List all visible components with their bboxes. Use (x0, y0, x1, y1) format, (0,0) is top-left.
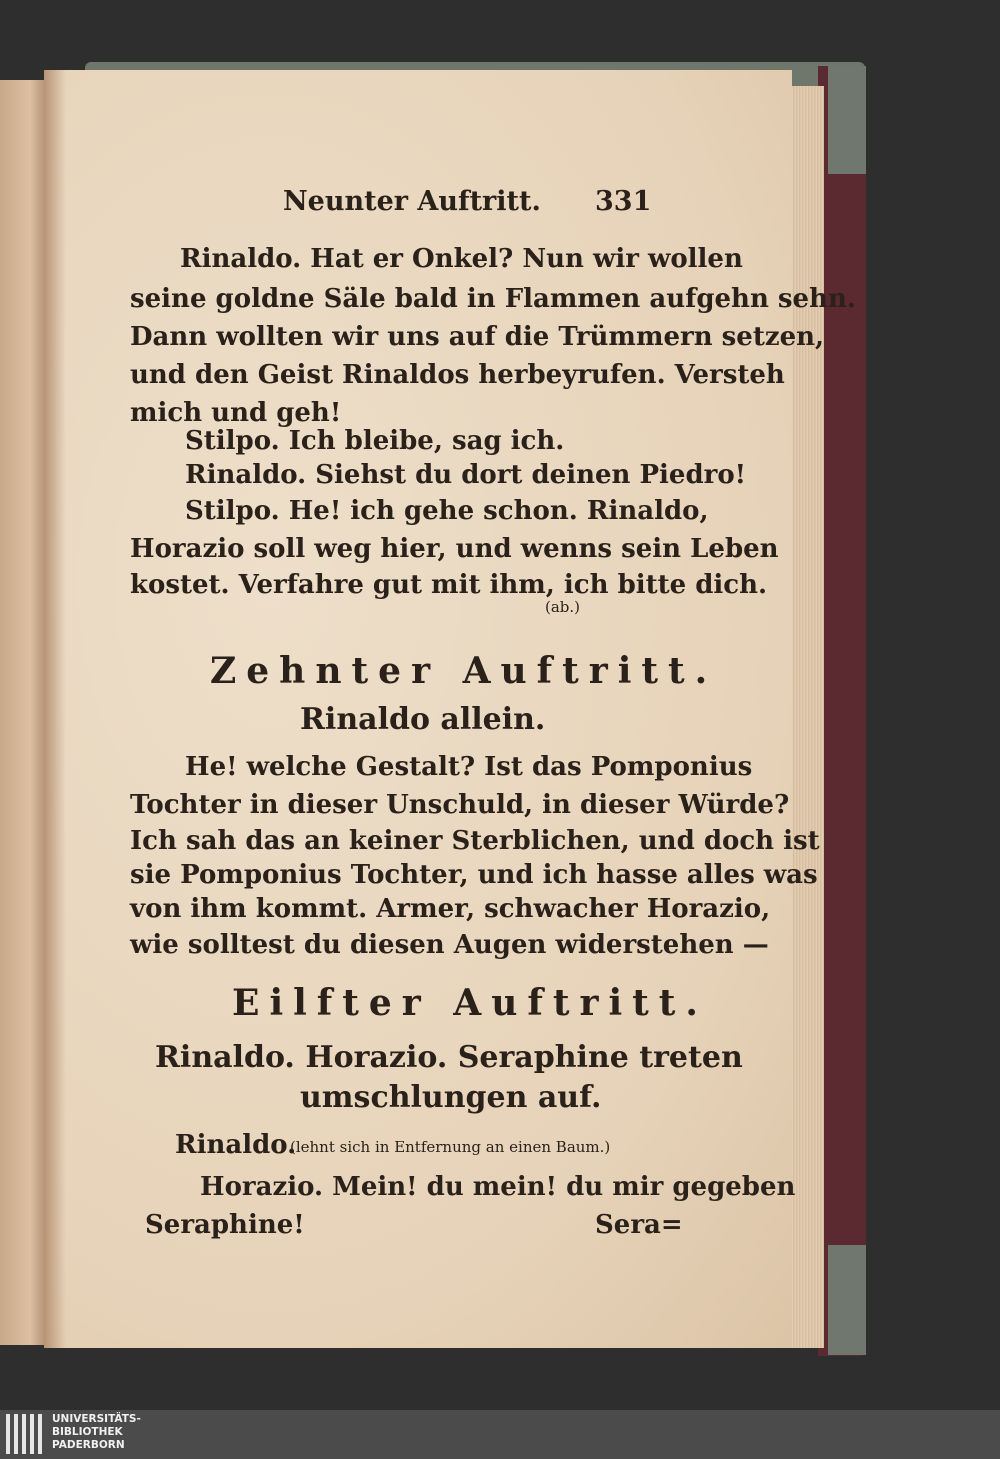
left-page-edge (0, 80, 50, 1345)
page-gutter (44, 70, 66, 1348)
text-line: Rinaldo. Hat er Onkel? Nun wir wollen (180, 244, 743, 274)
library-name-line-1: UNIVERSITÄTS- (52, 1413, 141, 1425)
text-line: He! welche Gestalt? Ist das Pomponius (185, 752, 753, 782)
text-line: Stilpo. Ich bleibe, sag ich. (185, 426, 565, 456)
speaker-name: Rinaldo. (175, 1130, 297, 1160)
text-line: Stilpo. He! ich gehe schon. Rinaldo, (185, 496, 709, 526)
text-line: Seraphine! (145, 1210, 305, 1240)
scene-heading: Zehnter Auftritt. (210, 650, 718, 692)
text-line: mich und geh! (130, 398, 342, 428)
footer-bar (0, 1410, 1000, 1459)
text-line: Rinaldo. Siehst du dort deinen Piedro! (185, 460, 747, 490)
text-line: Horazio. Mein! du mein! du mir gegeben (200, 1172, 796, 1202)
catchword: Sera= (595, 1210, 683, 1240)
spine-cloth-bottom (828, 1245, 866, 1355)
text-line: Horazio soll weg hier, und wenns sein Leben (130, 534, 779, 564)
spine-cloth-top (828, 66, 866, 174)
library-name-line-2: BIBLIOTHEK (52, 1426, 123, 1438)
scene-characters: Rinaldo allein. (300, 702, 546, 737)
text-line: Dann wollten wir uns auf die Trümmern setzen, (130, 322, 825, 352)
text-line: Ich sah das an keiner Sterblichen, und doch ist (130, 826, 820, 856)
text-line: von ihm kommt. Armer, schwacher Horazio, (130, 894, 771, 924)
text-line: seine goldne Säle bald in Flammen aufgehn sehn. (130, 284, 856, 314)
library-name-line-3: PADERBORN (52, 1439, 125, 1451)
scene-characters: umschlungen auf. (300, 1080, 602, 1115)
stage-direction: (ab.) (545, 598, 581, 616)
scene-heading: Eilfter Auftritt. (232, 982, 708, 1024)
text-line: kostet. Verfahre gut mit ihm, ich bitte dich. (130, 570, 768, 600)
running-header: Neunter Auftritt. (283, 186, 541, 217)
stage-direction: (lehnt sich in Entfernung an einen Baum.) (290, 1138, 611, 1156)
scene-characters: Rinaldo. Horazio. Seraphine treten (155, 1040, 743, 1075)
text-line: Tochter in dieser Unschuld, in dieser Würde? (130, 790, 790, 820)
library-logo-icon (6, 1414, 46, 1454)
text-line: und den Geist Rinaldos herbeyrufen. Versteh (130, 360, 785, 390)
page-number: 331 (595, 186, 652, 217)
book-spine (818, 66, 866, 1356)
text-line: wie solltest du diesen Augen widerstehen — (130, 930, 769, 960)
text-line: sie Pomponius Tochter, und ich hasse alles was (130, 860, 818, 890)
